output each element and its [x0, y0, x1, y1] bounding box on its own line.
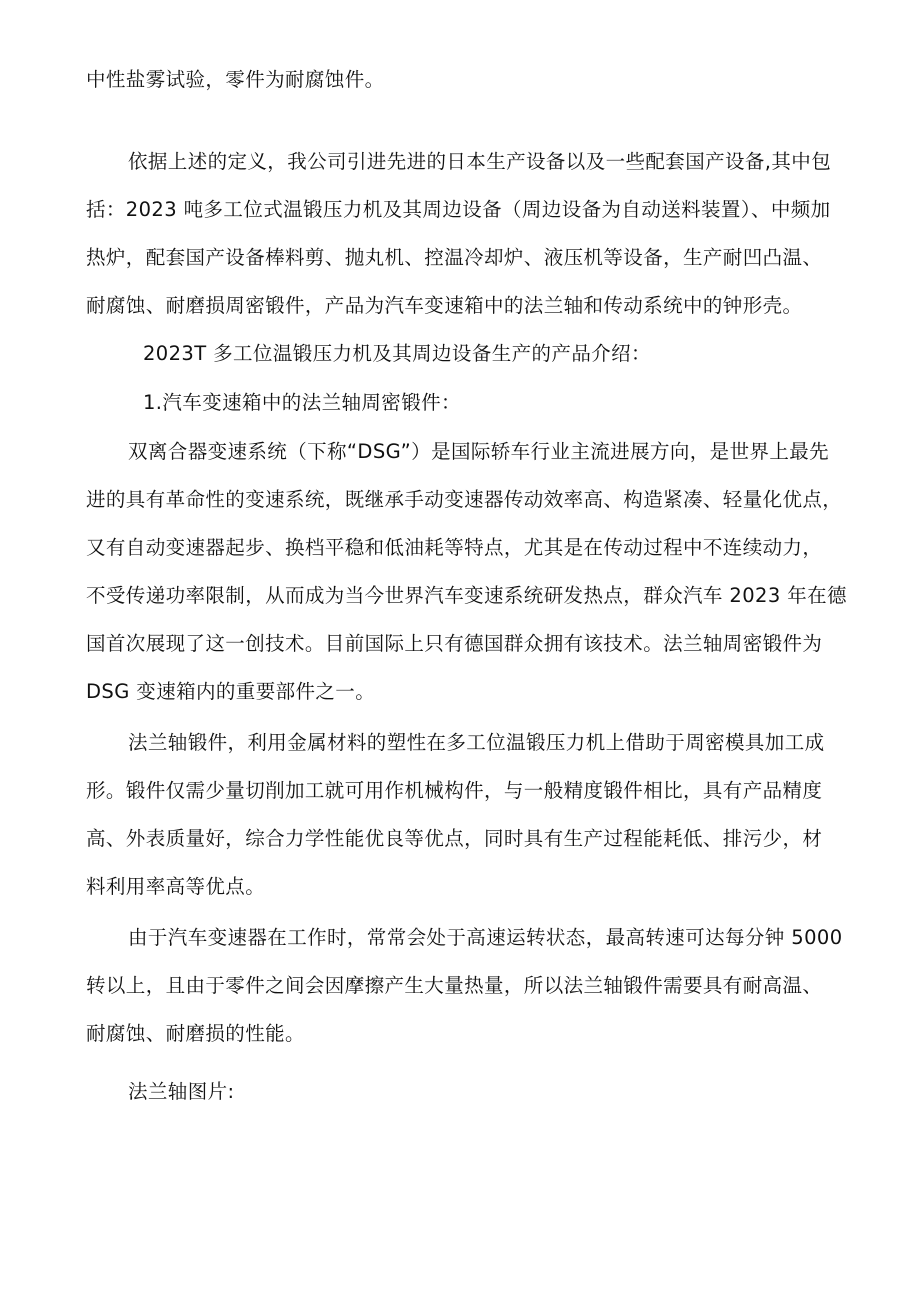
paragraph-line: 国首次展现了这一创技术。目前国际上只有德国群众拥有该技术。法兰轴周密锻件为	[86, 632, 823, 655]
paragraph-line: DSG 变速箱内的重要部件之一。	[86, 680, 376, 703]
paragraph-line: 耐腐蚀、耐磨损周密锻件，产品为汽车变速箱中的法兰轴和传动系统中的钟形壳。	[86, 294, 803, 317]
paragraph-line: 料利用率高等优点。	[86, 875, 266, 898]
paragraph-line: 形。锻件仅需少量切削加工就可用作机械构件，与一般精度锻件相比，具有产品精度	[86, 779, 823, 802]
section-heading: 2023T 多工位温锻压力机及其周边设备生产的产品介绍：	[143, 342, 651, 365]
subsection-heading: 1.汽车变速箱中的法兰轴周密锻件：	[143, 391, 461, 414]
paragraph-line: 依据上述的定义，我公司引进先进的日本生产设备以及一些配套国产设备,其中包	[128, 150, 832, 173]
paragraph-line: 双离合器变速系统（下称“DSG”）是国际轿车行业主流进展方向，是世界上最先	[128, 440, 830, 463]
paragraph-line: 又有自动变速器起步、换档平稳和低油耗等特点，尤其是在传动过程中不连续动力，	[86, 536, 823, 559]
paragraph-line: 由于汽车变速器在工作时，常常会处于高速运转状态，最高转速可达每分钟 5000	[128, 926, 843, 949]
paragraph-line: 括：2023 吨多工位式温锻压力机及其周边设备（周边设备为自动送料装置）、中频加	[86, 198, 831, 221]
paragraph-line: 进的具有革命性的变速系统，既继承手动变速器传动效率高、构造紧凑、轻量化优点，	[86, 488, 843, 511]
paragraph-line: 转以上，且由于零件之间会因摩擦产生大量热量，所以法兰轴锻件需要具有耐高温、	[86, 974, 823, 997]
paragraph-line: 中性盐雾试验，零件为耐腐蚀件。	[86, 68, 385, 91]
paragraph-line: 热炉，配套国产设备棒料剪、抛丸机、控温冷却炉、液压机等设备，生产耐凹凸温、	[86, 246, 823, 269]
paragraph-line: 耐腐蚀、耐磨损的性能。	[86, 1022, 305, 1045]
paragraph-line: 法兰轴锻件，利用金属材料的塑性在多工位温锻压力机上借助于周密模具加工成	[128, 731, 825, 754]
paragraph-line: 不受传递功率限制，从而成为当今世界汽车变速系统研发热点，群众汽车 2023 年在德	[86, 584, 847, 607]
paragraph-line: 高、外表质量好，综合力学性能优良等优点，同时具有生产过程能耗低、排污少，材	[86, 827, 823, 850]
figure-caption: 法兰轴图片:	[128, 1080, 235, 1103]
